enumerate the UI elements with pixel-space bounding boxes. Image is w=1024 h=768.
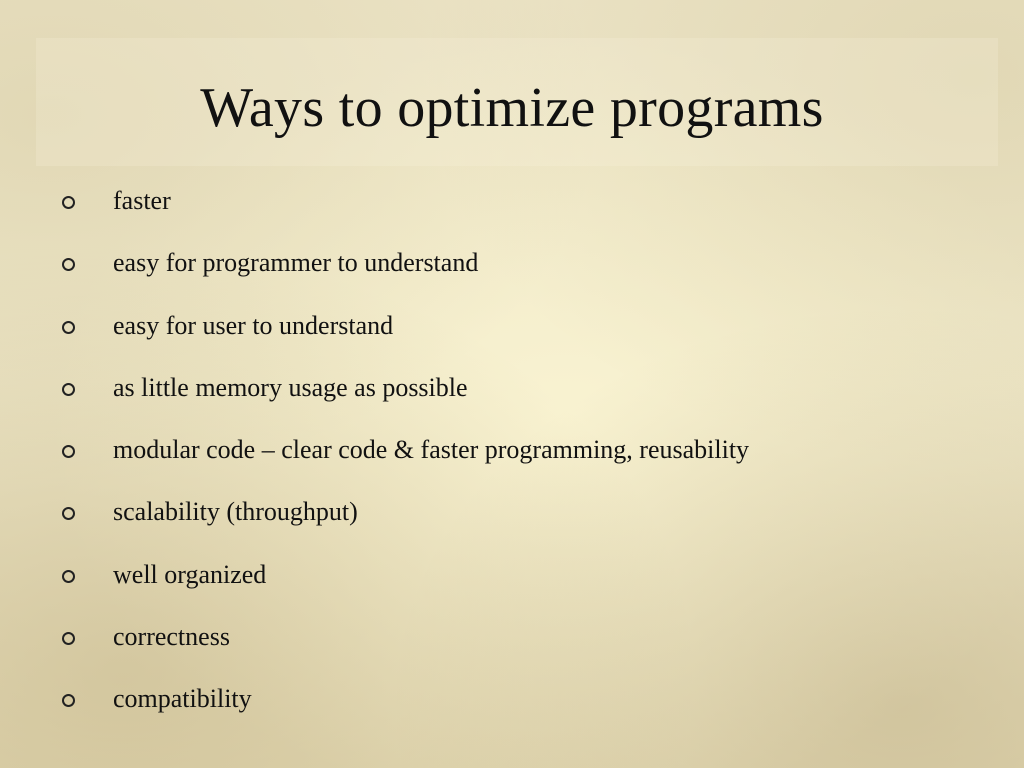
- hollow-circle-icon: [62, 383, 75, 396]
- bullet-text: scalability (throughput): [113, 497, 358, 527]
- hollow-circle-icon: [62, 507, 75, 520]
- hollow-circle-icon: [62, 632, 75, 645]
- bullet-text: faster: [113, 186, 171, 215]
- bullet-item: [62, 612, 962, 674]
- bullet-text: as little memory usage as possible: [113, 372, 468, 402]
- bullet-text: easy for programmer to understand: [113, 248, 479, 278]
- bullet-text: correctness: [113, 622, 230, 652]
- bullet-text: compatibility: [113, 684, 252, 714]
- hollow-circle-icon: [62, 694, 75, 707]
- bullet-text: easy for user to understand: [113, 310, 394, 340]
- bullet-item: [62, 487, 962, 549]
- hollow-circle-icon: [62, 570, 75, 583]
- slide-title: Ways to optimize programs: [200, 77, 824, 139]
- bullet-item: [62, 301, 962, 363]
- hollow-circle-icon: [62, 258, 75, 271]
- bullet-item: [62, 238, 962, 300]
- bullet-item: [62, 176, 962, 238]
- bullet-item: [62, 425, 962, 487]
- hollow-circle-icon: [62, 321, 75, 334]
- bullet-text: modular code – clear code & faster programming, reusability: [113, 435, 750, 465]
- bullet-list: [62, 176, 962, 737]
- bullet-item: [62, 363, 962, 425]
- hollow-circle-icon: [62, 196, 75, 209]
- bullet-text: well organized: [113, 559, 267, 589]
- bullet-item: [62, 550, 962, 612]
- hollow-circle-icon: [62, 445, 75, 458]
- bullet-item: [62, 674, 962, 736]
